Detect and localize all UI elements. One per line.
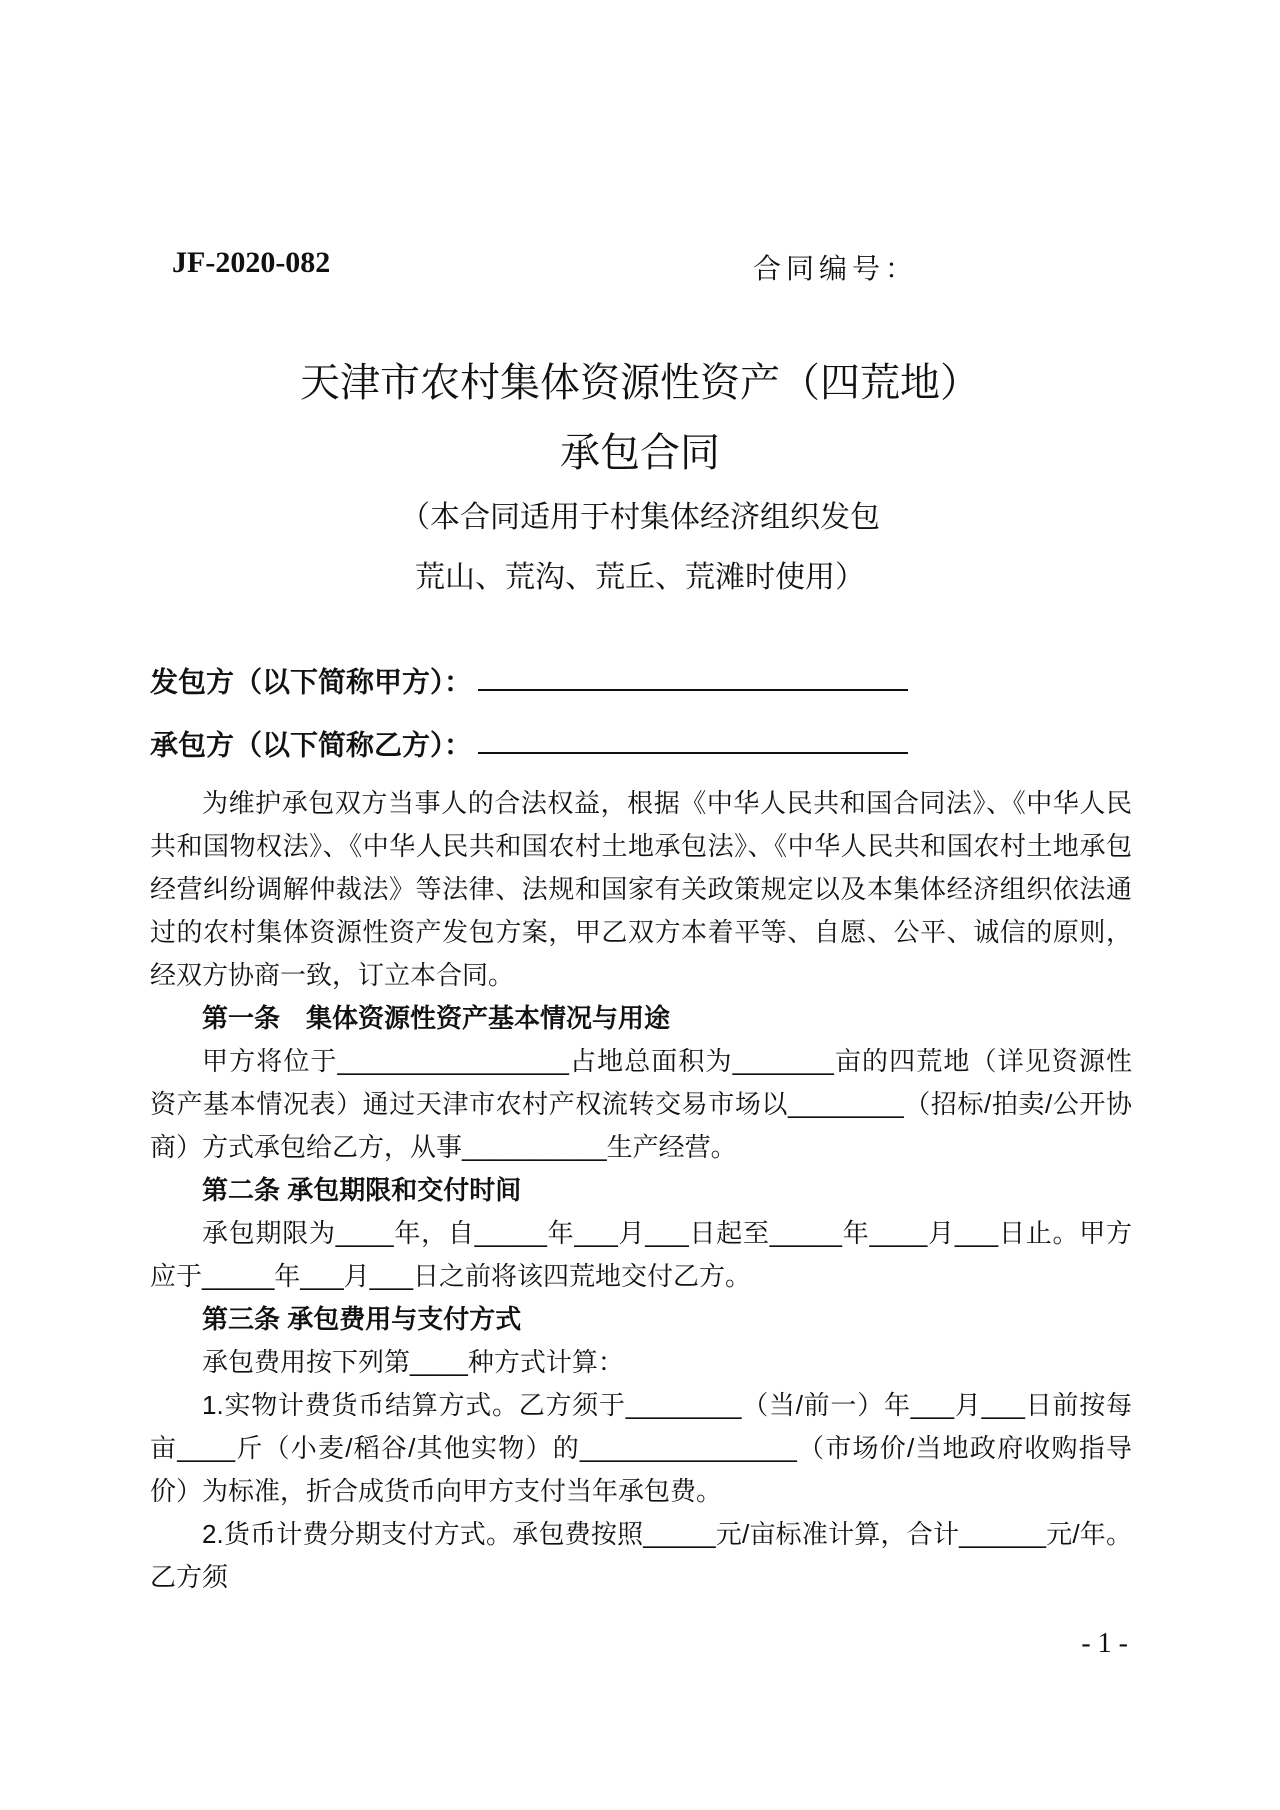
article-3-heading: 第三条 承包费用与支付方式: [202, 1304, 522, 1334]
title-block: [0, 348, 1280, 488]
article-3-item-2: 2.货币计费分期支付方式。承包费按照_____元/亩标准计算，合计______元/年。乙方须: [150, 1519, 1132, 1592]
subtitle-line-1: （本合同适用于村集体经济组织发包: [400, 501, 880, 534]
subtitle-line-2: 荒山、荒沟、荒丘、荒滩时使用）: [415, 561, 865, 594]
article-3-intro: 承包费用按下列第____种方式计算：: [202, 1347, 624, 1377]
party-b-row: [150, 723, 1132, 786]
party-a-row: [150, 660, 1132, 723]
article-1-text: 甲方将位于________________占地总面积为_______亩的四荒地（详见资源性资产基本情况表）通过天津市农村产权流转交易市场以________（招标/拍卖/公开协商）方式承包给乙方，从事__________生产经营。: [150, 1046, 1132, 1162]
subtitle-block: [0, 488, 1280, 608]
document-code: JF-2020-082: [172, 246, 331, 279]
article-1-heading: 第一条 集体资源性资产基本情况与用途: [202, 1003, 671, 1033]
article-2-text: 承包期限为____年，自_____年___月___日起至_____年____月___日止。甲方应于_____年___月___日之前将该四荒地交付乙方。: [150, 1218, 1132, 1291]
title-line-2: 承包合同: [560, 431, 720, 475]
parties-block: [150, 660, 1132, 786]
contract-body: [150, 782, 1132, 1599]
party-a-label: 发包方（以下简称甲方）：: [150, 666, 473, 698]
party-b-blank-line: [478, 723, 908, 754]
contract-number-label: 合同编号：: [753, 253, 919, 284]
party-a-blank-line: [478, 660, 908, 691]
article-3-item-1: 1.实物计费货币结算方式。乙方须于________（当/前一）年___月___日前按每亩____斤（小麦/稻谷/其他实物）的_______________（市场价/当地政府收购指导价）为标准，折合成货币向甲方支付当年承包费。: [150, 1390, 1132, 1506]
page-number: - 1 -: [1081, 1628, 1128, 1659]
article-2-heading: 第二条 承包期限和交付时间: [202, 1175, 522, 1205]
party-b-label: 承包方（以下简称乙方）：: [150, 729, 473, 761]
preamble-paragraph: 为维护承包双方当事人的合法权益，根据《中华人民共和国合同法》、《中华人民共和国物权法》、《中华人民共和国农村土地承包法》、《中华人民共和国农村土地承包经营纠纷调解仲裁法》等法律、法规和国家有关政策规定以及本集体经济组织依法通过的农村集体资源性资产发包方案，甲乙双方本着平等、自愿、公平、诚信的原则，经双方协商一致，订立本合同。: [150, 788, 1132, 990]
title-line-1: 天津市农村集体资源性资产（四荒地）: [300, 361, 980, 405]
